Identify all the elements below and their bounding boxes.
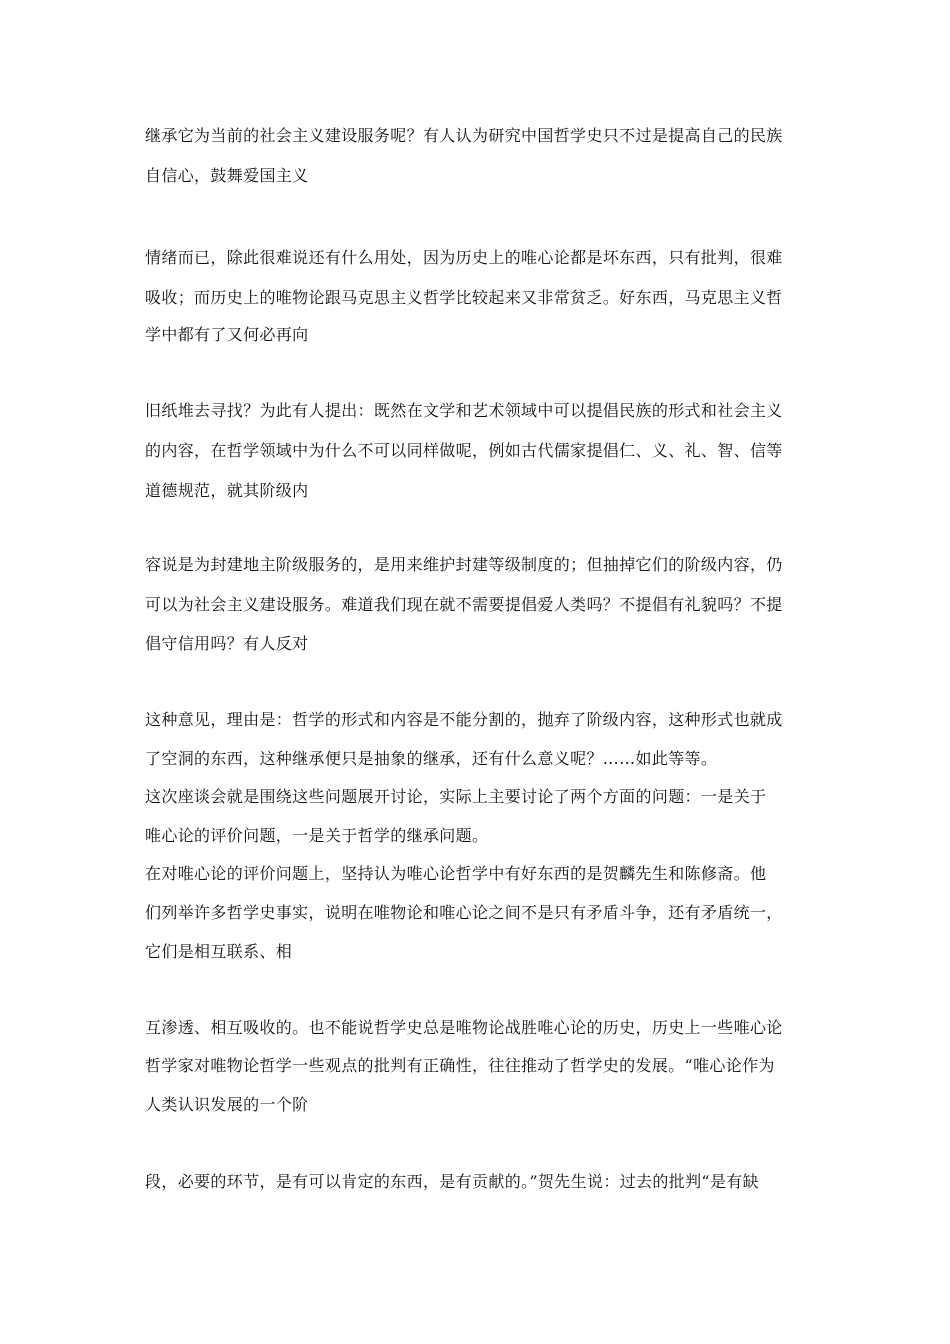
text-line: 人类认识发展的一个阶 <box>145 1095 309 1114</box>
text-line: 倡守信用吗？有人反对 <box>145 634 309 653</box>
text-line: 互渗透、相互吸收的。也不能说哲学史总是唯物论战胜唯心论的历史，历史上一些唯心论 <box>145 1018 783 1037</box>
text-line: 的内容，在哲学领域中为什么不可以同样做呢，例如古代儒家提倡仁、义、礼、智、信等 <box>145 441 783 460</box>
text-line: 唯心论的评价问题，一是关于哲学的继承问题。 <box>145 826 489 845</box>
text-line: 旧纸堆去寻找？为此有人提出：既然在文学和艺术领域中可以提倡民族的形式和社会主义 <box>145 401 783 420</box>
text-line: 这种意见，理由是：哲学的形式和内容是不能分割的，抛弃了阶级内容，这种形式也就成 <box>145 710 783 729</box>
text-line: 自信心，鼓舞爱国主义 <box>145 166 309 185</box>
text-line: 它们是相互联系、相 <box>145 942 293 961</box>
text-line: 容说是为封建地主阶级服务的，是用来维护封建等级制度的；但抽掉它们的阶级内容，仍 <box>145 555 783 574</box>
text-line: 段，必要的环节，是有可以肯定的东西，是有贡献的。”贺先生说：过去的批判“是有缺 <box>145 1172 760 1191</box>
text-line: 哲学家对唯物论哲学一些观点的批判有正确性，往往推动了哲学史的发展。“唯心论作为 <box>145 1056 775 1075</box>
text-line: 这次座谈会就是围绕这些问题展开讨论，实际上主要讨论了两个方面的问题：一是关于 <box>145 787 767 806</box>
text-line: 们列举许多哲学史事实，说明在唯物论和唯心论之间不是只有矛盾斗争，还有矛盾统一， <box>145 903 783 922</box>
text-line: 情绪而已，除此很难说还有什么用处，因为历史上的唯心论都是坏东西，只有批判，很难 <box>145 248 783 267</box>
text-line: 学中都有了又何必再向 <box>145 325 309 344</box>
text-line: 道德规范，就其阶级内 <box>145 481 309 500</box>
text-line: 在对唯心论的评价问题上，坚持认为唯心论哲学中有好东西的是贺麟先生和陈修斋。他 <box>145 864 767 883</box>
text-line: 可以为社会主义建设服务。难道我们现在就不需要提倡爱人类吗？不提倡有礼貌吗？不提 <box>145 595 783 614</box>
text-line: 了空洞的东西，这种继承便只是抽象的继承，还有什么意义呢？……如此等等。 <box>145 749 718 768</box>
text-line: 继承它为当前的社会主义建设服务呢？有人认为研究中国哲学史只不过是提高自己的民族 <box>145 126 783 145</box>
text-line: 吸收；而历史上的唯物论跟马克思主义哲学比较起来又非常贫乏。好东西，马克思主义哲 <box>145 288 783 307</box>
